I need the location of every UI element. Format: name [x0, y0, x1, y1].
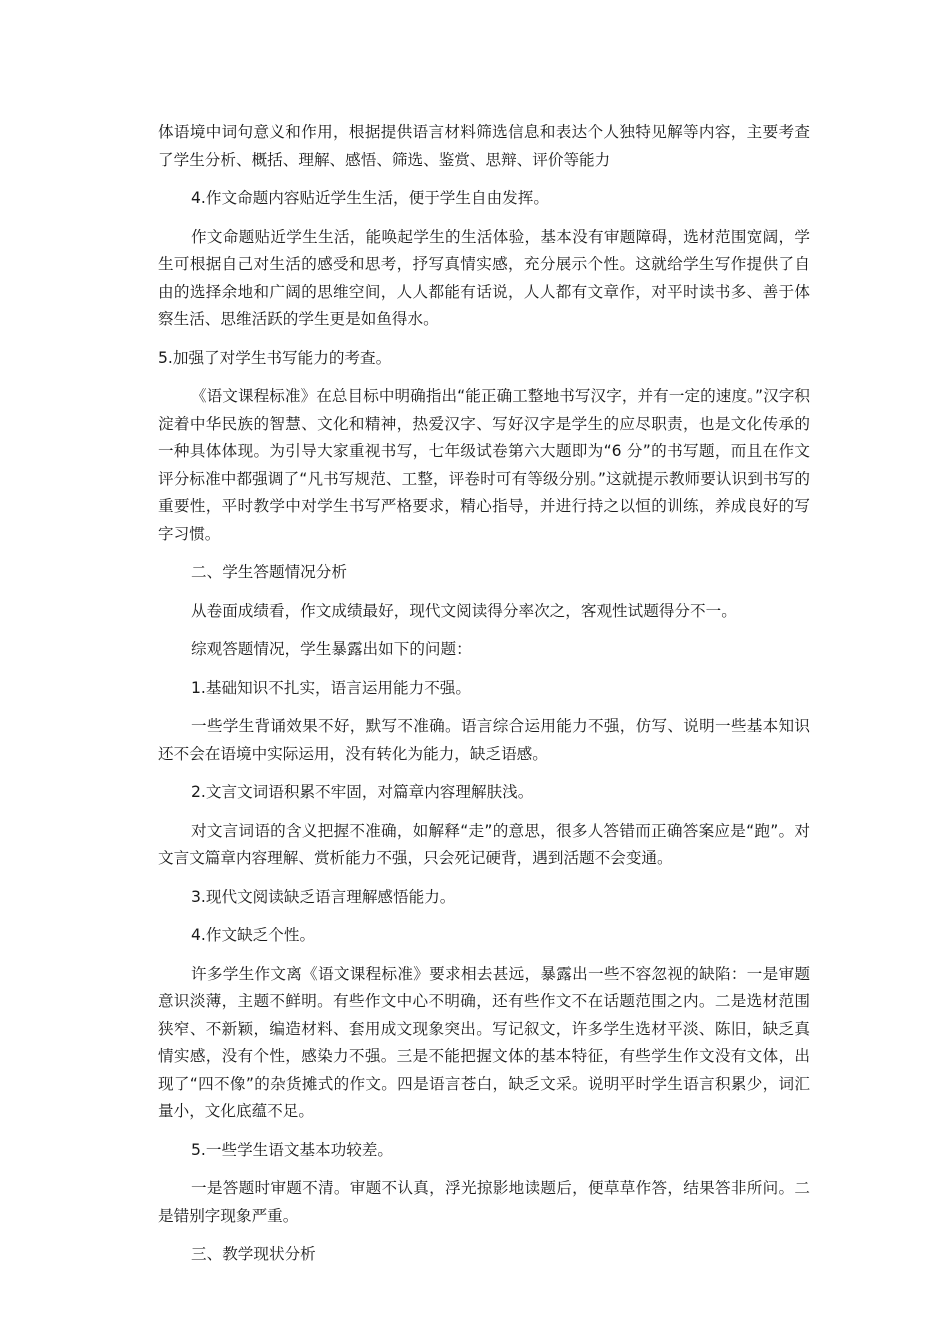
- section-heading: 3.现代文阅读缺乏语言理解感悟能力。: [191, 887, 456, 906]
- paragraph: 从卷面成绩看，作文成绩最好，现代文阅读得分率次之，客观性试题得分不一。: [191, 601, 737, 620]
- paragraph: 一是答题时审题不清。审题不认真，浮光掠影地读题后，便草草作答，结果答非所问。二是错别字现象严重。: [158, 1179, 810, 1225]
- paragraph: 许多学生作文离《语文课程标准》要求相去甚远，暴露出一些不容忽视的缺陷：一是审题意识淡薄，主题不鲜明。有些作文中心不明确，还有些作文不在话题范围之内。二是选材范围狭窄、不新颖，编造材料、套用成文现象突出。写记叙文，许多学生选材平淡、陈旧，缺乏真情实感，没有个性，感染力不强。三是不能把握文体的基本特征，有些学生作文没有文体，出现了“四不像”的杂货摊式的作文。四是语言苍白，缺乏文采。说明平时学生语言积累少，词汇量小，文化底蕴不足。: [158, 964, 810, 1120]
- section-heading: 2.文言文词语积累不牢固，对篇章内容理解肤浅。: [191, 783, 534, 801]
- paragraph: 《语文课程标准》在总目标中明确指出“能正确工整地书写汉字，并有一定的速度。”汉字积淀着中华民族的智慧、文化和精神，热爱汉字、写好汉字是学生的应尽职责，也是文化传承的一种具体体现。为引导大家重视书写，七年级试卷第六大题即为“6 分”的书写题，而且在作文评分标准中都强调了“凡书写规范、工整，评卷时可有等级分别。”这就提示教师要认识到书写的重要性，平时教学中对学生书写严格要求，精心指导，并进行持之以恒的训练，养成良好的写字习惯。: [158, 387, 810, 543]
- paragraph: 体语境中词句意义和作用，根据提供语言材料筛选信息和表达个人独特见解等内容，主要考查了学生分析、概括、理解、感悟、筛选、鉴赏、思辩、评价等能力: [158, 123, 810, 169]
- section-heading: 4.作文缺乏个性。: [191, 926, 316, 944]
- paragraph: 作文命题贴近学生生活，能唤起学生的生活体验，基本没有审题障碍，选材范围宽阔，学生可根据自己对生活的感受和思考，抒写真情实感，充分展示个性。这就给学生写作提供了自由的选择余地和广阔的思维空间，人人都能有话说，人人都有文章作，对平时读书多、善于体察生活、思维活跃的学生更是如鱼得水。: [158, 227, 810, 328]
- section-heading: 三、教学现状分析: [191, 1245, 316, 1263]
- section-heading: 5.加强了对学生书写能力的考查。: [158, 348, 392, 367]
- section-heading: 5.一些学生语文基本功较差。: [191, 1140, 394, 1159]
- section-heading: 1.基础知识不扎实，语言运用能力不强。: [191, 678, 471, 697]
- section-heading: 4.作文命题内容贴近学生生活，便于学生自由发挥。: [191, 189, 549, 207]
- paragraph: 对文言词语的含义把握不准确，如解释“走”的意思，很多人答错而正确答案应是“跑”。对文言文篇章内容理解、赏析能力不强，只会死记硬背，遇到活题不会变通。: [158, 821, 810, 867]
- paragraph: 综观答题情况，学生暴露出如下的问题：: [191, 640, 472, 658]
- section-heading: 二、学生答题情况分析: [191, 563, 347, 581]
- paragraph: 一些学生背诵效果不好，默写不准确。语言综合运用能力不强，仿写、说明一些基本知识还不会在语境中实际运用，没有转化为能力，缺乏语感。: [158, 717, 810, 763]
